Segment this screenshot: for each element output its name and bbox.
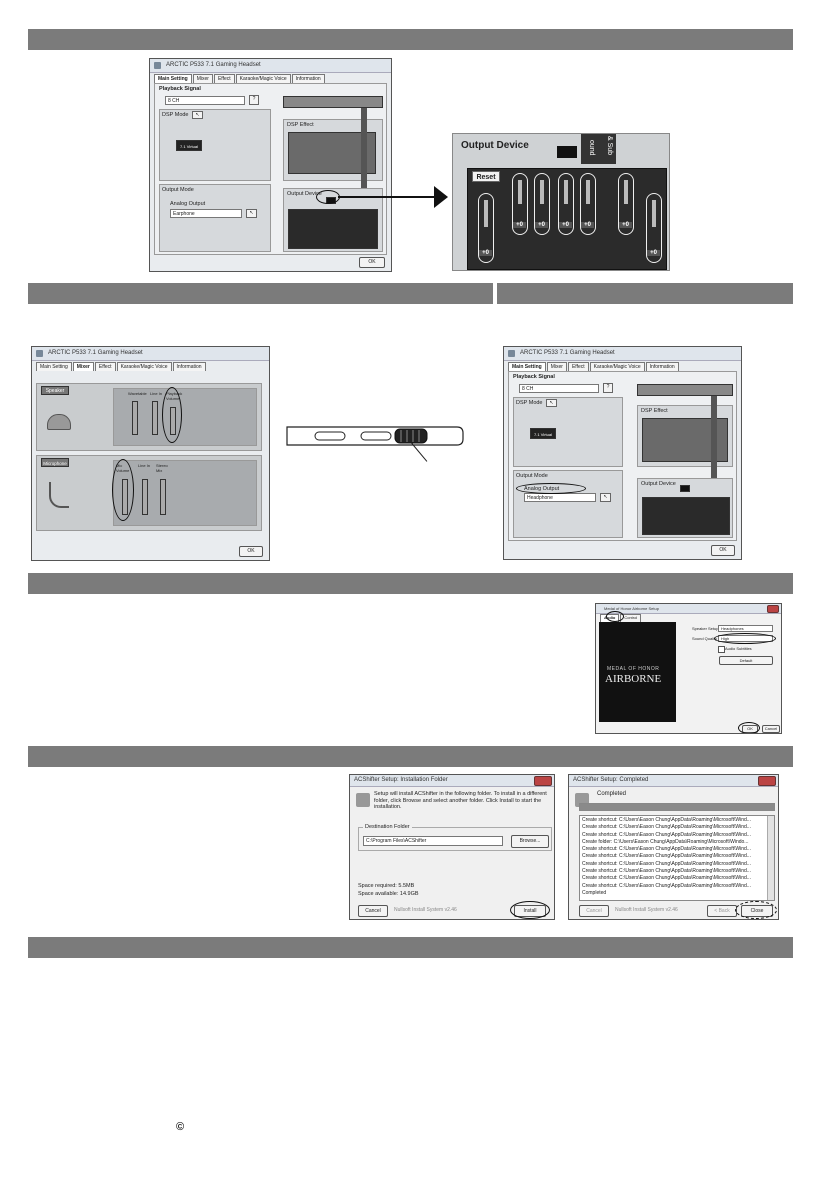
space-required: Space required: 5.5MB: [358, 883, 415, 889]
output-mode-label: Output Mode: [162, 187, 194, 193]
output-device-zoom: [452, 133, 670, 271]
highlight-ok-button: [738, 722, 760, 734]
log-line: Create shortcut: C:\Users\Eason Chung\AppData\Roaming\Microsoft\Wind...: [582, 846, 751, 853]
close-button[interactable]: [767, 605, 779, 613]
log-line: Create shortcut: C:\Users\Eason Chung\AppData\Roaming\Microsoft\Wind...: [582, 875, 751, 882]
tab-karaoke[interactable]: Karaoke/Magic Voice: [236, 74, 291, 83]
install-folder-window: [349, 774, 555, 920]
game-title-line2: AIRBORNE: [605, 673, 662, 685]
completed-heading: Completed: [597, 791, 627, 797]
speaker-slider-label-1: Wavetable: [128, 391, 147, 396]
tab-mixer[interactable]: Mixer: [73, 362, 94, 371]
speaker-setup-label: Speaker Setup: [692, 626, 719, 631]
default-button[interactable]: Default: [719, 656, 773, 665]
tab-mixer[interactable]: Mixer: [193, 74, 213, 83]
audio-subtitles-label: Audio Subtitles: [725, 646, 752, 651]
sound-quality-label: Sound Quality: [692, 636, 718, 641]
tab-information[interactable]: Information: [292, 74, 325, 83]
tab-information[interactable]: Information: [646, 362, 679, 371]
dsp-mode-label: DSP Mode: [162, 112, 189, 118]
highlight-install-button: [510, 901, 550, 919]
game-setup-window: [595, 603, 782, 734]
zoom-channel-slider[interactable]: [512, 173, 528, 235]
install-log-lines: [580, 816, 774, 898]
progress-bar-fill: [580, 804, 774, 810]
install-completed-window: [568, 774, 779, 920]
installer-footer: Nullsoft Install System v2.46: [615, 907, 678, 913]
dsp-mode-badge: [530, 428, 556, 439]
destination-group: [358, 824, 552, 851]
window-titlebar: [32, 347, 269, 361]
output-mode-panel: [513, 470, 623, 538]
tab-control[interactable]: Control: [620, 614, 641, 623]
section-bar-5: [28, 937, 793, 958]
speaker-slider-label-2: Line In: [150, 391, 163, 396]
dsp-effect-panel: [637, 405, 733, 467]
zoom-slider-track: [518, 180, 522, 204]
copyright-symbol: ©: [176, 1121, 185, 1133]
zoom-slider-track: [540, 180, 544, 204]
speaker-slider-1[interactable]: [132, 401, 138, 435]
analog-output-label: Analog Output: [524, 486, 560, 492]
section-bar-2a: [28, 283, 493, 304]
zoom-slider-track: [484, 200, 488, 227]
ok-button[interactable]: OK: [742, 725, 758, 733]
speaker-panel: [36, 383, 262, 451]
analog-output-select[interactable]: Headphone: [524, 493, 596, 502]
app-icon: [154, 62, 161, 69]
playback-help-button[interactable]: ?: [603, 383, 613, 393]
zoom-side-text-1: ound: [588, 140, 595, 156]
dsp-mode-badge-text: 7.1 Virtual: [534, 432, 552, 437]
window-title: Medal of Honor Airborne Setup: [604, 606, 659, 611]
log-line: Create shortcut: C:\Users\Eason Chung\AppData\Roaming\Microsoft\Wind...: [582, 868, 751, 875]
zoom-slider-track: [624, 180, 628, 204]
dsp-mode-button[interactable]: ↖: [192, 111, 203, 119]
mixer-window: [31, 346, 270, 561]
space-available: Space available: 14.9GB: [358, 891, 419, 897]
window-title: ARCTIC P533 7.1 Gaming Headset: [520, 350, 615, 356]
speaker-slider-label-3: Playback Volume: [166, 391, 183, 401]
highlight-output-device: [316, 190, 340, 204]
speaker-setup-select[interactable]: Headphones: [718, 625, 773, 632]
log-line: Create shortcut: C:\Users\Eason Chung\AppData\Roaming\Microsoft\Wind...: [582, 853, 751, 860]
tab-bar: [508, 362, 680, 371]
tab-effect[interactable]: Effect: [568, 362, 589, 371]
mic-tag: [41, 458, 69, 467]
back-button[interactable]: < Back: [707, 905, 737, 917]
tab-karaoke[interactable]: Karaoke/Magic Voice: [117, 362, 172, 371]
speaker-tag: [41, 386, 69, 395]
zoom-slider-value: +0: [619, 222, 632, 228]
ok-button[interactable]: OK: [359, 257, 385, 268]
analog-output-button[interactable]: ↖: [600, 493, 611, 502]
main-panel: [154, 83, 387, 255]
window-title: ARCTIC P533 7.1 Gaming Headset: [48, 350, 143, 356]
speaker-banner: [637, 384, 733, 396]
log-line: Create shortcut: C:\Users\Eason Chung\AppData\Roaming\Microsoft\Wind...: [582, 831, 751, 838]
reset-button[interactable]: Reset: [472, 171, 500, 182]
pointer-arrowhead: [434, 186, 448, 208]
zoom-channel-slider[interactable]: [646, 193, 662, 263]
speaker-icon: [47, 414, 71, 430]
log-line: Create folder: C:\Users\Eason Chung\AppData\Roaming\Microsoft\Windo...: [582, 838, 749, 845]
tab-main-setting[interactable]: Main Setting: [508, 362, 546, 371]
mic-slider-3[interactable]: [160, 479, 166, 515]
tab-effect[interactable]: Effect: [214, 74, 235, 83]
tab-audio[interactable]: Audio: [600, 614, 619, 623]
mic-slider-label-3: Stereo Mix: [156, 463, 168, 473]
close-button[interactable]: [534, 776, 552, 786]
highlight-close-button: [735, 901, 777, 919]
cancel-button[interactable]: Cancel: [358, 905, 388, 917]
dsp-effect-label: DSP Effect: [287, 122, 314, 128]
window-title: ACShifter Setup: Completed: [573, 777, 649, 783]
microphone-icon: [49, 482, 69, 508]
dsp-mode-badge-text: 7.1 Virtual: [180, 144, 198, 149]
zoom-slider-track: [586, 180, 590, 204]
mic-slider-panel: [113, 460, 257, 526]
highlight-audio-tab: [606, 611, 624, 622]
headphone-scene: [642, 497, 730, 535]
audio-subtitles-checkbox[interactable]: [718, 646, 725, 653]
speaker-banner: [283, 96, 383, 108]
close-button[interactable]: [758, 776, 776, 786]
output-device-icon: [680, 485, 690, 492]
close-button-main[interactable]: Close: [741, 905, 773, 917]
dsp-effect-panel: [283, 119, 383, 181]
tab-bar: [154, 74, 326, 83]
zoom-slider-value: +0: [581, 222, 594, 228]
game-cover: [599, 622, 676, 722]
tab-effect[interactable]: Effect: [95, 362, 116, 371]
mic-slider-label-1: Mic Volume: [116, 463, 130, 473]
highlight-analog-output: [516, 483, 586, 494]
log-line: Completed: [582, 889, 607, 896]
zoom-speaker-icon: [557, 146, 577, 158]
zoom-channel-slider[interactable]: [618, 173, 634, 235]
zoom-slider-track: [564, 180, 568, 204]
dsp-mode-badge: [176, 140, 202, 151]
playback-help-button[interactable]: ?: [249, 95, 259, 105]
analog-output-select[interactable]: Earphone: [170, 209, 242, 218]
speaker-label: Speaker: [45, 388, 65, 394]
dsp-effect-label: DSP Effect: [641, 408, 668, 414]
progress-bar: [579, 803, 775, 811]
tab-karaoke[interactable]: Karaoke/Magic Voice: [590, 362, 645, 371]
tab-main-setting[interactable]: Main Setting: [154, 74, 192, 83]
install-message: Setup will install ACShifter in the following folder. To install in a different folder, click Browse and select another folder. Click Install to start the installation.: [374, 791, 547, 810]
window-title: ARCTIC P533 7.1 Gaming Headset: [166, 62, 261, 68]
window-title: ACShifter Setup: Installation Folder: [354, 777, 448, 783]
zoom-slider-area: [467, 168, 667, 270]
speaker-slider-2[interactable]: [152, 401, 158, 435]
zoom-channel-slider[interactable]: [558, 173, 574, 235]
section-bar-4: [28, 746, 793, 767]
section-bar-2b: [497, 283, 793, 304]
install-log[interactable]: [579, 815, 775, 901]
playback-signal-label: Playback Signal: [513, 374, 555, 380]
installer-footer: Nullsoft Install System v2.46: [394, 907, 457, 913]
analog-output-button[interactable]: ↖: [246, 209, 257, 218]
output-device-panel: [637, 478, 733, 538]
tab-information[interactable]: Information: [173, 362, 206, 371]
highlight-playback-volume: [162, 387, 182, 443]
dsp-mode-label: DSP Mode: [516, 400, 543, 406]
tab-main-setting[interactable]: Main Setting: [36, 362, 72, 371]
cancel-button[interactable]: Cancel: [579, 905, 609, 917]
main-setting-headphone-window: [503, 346, 742, 560]
log-line: Create shortcut: C:\Users\Eason Chung\AppData\Roaming\Microsoft\Wind...: [582, 882, 751, 889]
installer-icon: [356, 793, 370, 807]
zoom-channel-slider[interactable]: [534, 173, 550, 235]
headset-remote-drawing: [283, 421, 465, 451]
playback-signal-label: Playback Signal: [159, 86, 201, 92]
ok-button[interactable]: OK: [239, 546, 263, 557]
section-bar-3: [28, 573, 793, 594]
sound-quality-select[interactable]: High: [718, 635, 773, 642]
dsp-mode-panel: [159, 109, 271, 181]
dsp-mode-button[interactable]: ↖: [546, 399, 557, 407]
mic-slider-2[interactable]: [142, 479, 148, 515]
highlight-speaker-setup: [714, 633, 776, 644]
zoom-slider-value: +0: [647, 250, 660, 256]
window-titlebar: [569, 775, 778, 787]
microphone-panel: [36, 455, 262, 531]
mic-label: Microphone: [43, 461, 67, 466]
window-titlebar: [150, 59, 391, 73]
playback-signal-select[interactable]: 8 CH: [519, 384, 599, 393]
main-setting-window: [149, 58, 392, 272]
window-titlebar: [504, 347, 741, 361]
zoom-title: Output Device: [461, 140, 529, 151]
destination-label: Destination Folder: [365, 824, 410, 830]
headset-remote: [283, 421, 465, 451]
output-mode-label: Output Mode: [516, 473, 548, 479]
window-titlebar: [350, 775, 554, 787]
zoom-slider-value: +0: [513, 222, 526, 228]
mic-slider-label-2: Line In: [138, 463, 151, 468]
output-device-label: Output Device: [641, 481, 676, 487]
window-titlebar: [596, 604, 781, 614]
log-scrollbar[interactable]: [767, 816, 774, 900]
zoom-side-text-2: & Sub: [606, 136, 613, 156]
game-title-line1: MEDAL OF HONOR: [607, 666, 660, 672]
output-device-sliders: [288, 209, 378, 249]
cancel-button[interactable]: Cancel: [762, 725, 780, 733]
dsp-mode-panel: [513, 397, 623, 467]
output-mode-panel: [159, 184, 271, 252]
log-line: Create shortcut: C:\Users\Eason Chung\AppData\Roaming\Microsoft\Wind...: [582, 817, 751, 823]
tab-bar: [36, 362, 207, 371]
log-line: Create shortcut: C:\Users\Eason Chung\AppData\Roaming\Microsoft\Wind...: [582, 860, 751, 867]
output-device-label: Output Device: [287, 191, 322, 197]
speaker-slider-panel: [113, 388, 257, 446]
app-icon: [508, 350, 515, 357]
zoom-slider-value: +0: [479, 250, 492, 256]
playback-signal-select[interactable]: 8 CH: [165, 96, 245, 105]
ok-button[interactable]: OK: [711, 545, 735, 556]
tab-mixer[interactable]: Mixer: [547, 362, 567, 371]
browse-button[interactable]: Browse...: [511, 835, 549, 848]
section-bar-1: [28, 29, 793, 50]
zoom-channel-slider[interactable]: [580, 173, 596, 235]
log-line: Create shortcut: C:\Users\Eason Chung\AppData\Roaming\Microsoft\Wind...: [582, 824, 751, 831]
install-button[interactable]: Install: [514, 905, 546, 917]
pointer-line: [338, 196, 436, 198]
zoom-channel-slider[interactable]: [478, 193, 494, 263]
zoom-slider-track: [652, 200, 656, 227]
main-panel: [508, 371, 737, 541]
zoom-slider-value: +0: [535, 222, 548, 228]
analog-output-label: Analog Output: [170, 201, 206, 207]
app-icon: [36, 350, 43, 357]
destination-input[interactable]: C:\Program Files\ACShifter: [363, 836, 503, 846]
highlight-mic-volume: [112, 459, 134, 521]
zoom-slider-value: +0: [559, 222, 572, 228]
